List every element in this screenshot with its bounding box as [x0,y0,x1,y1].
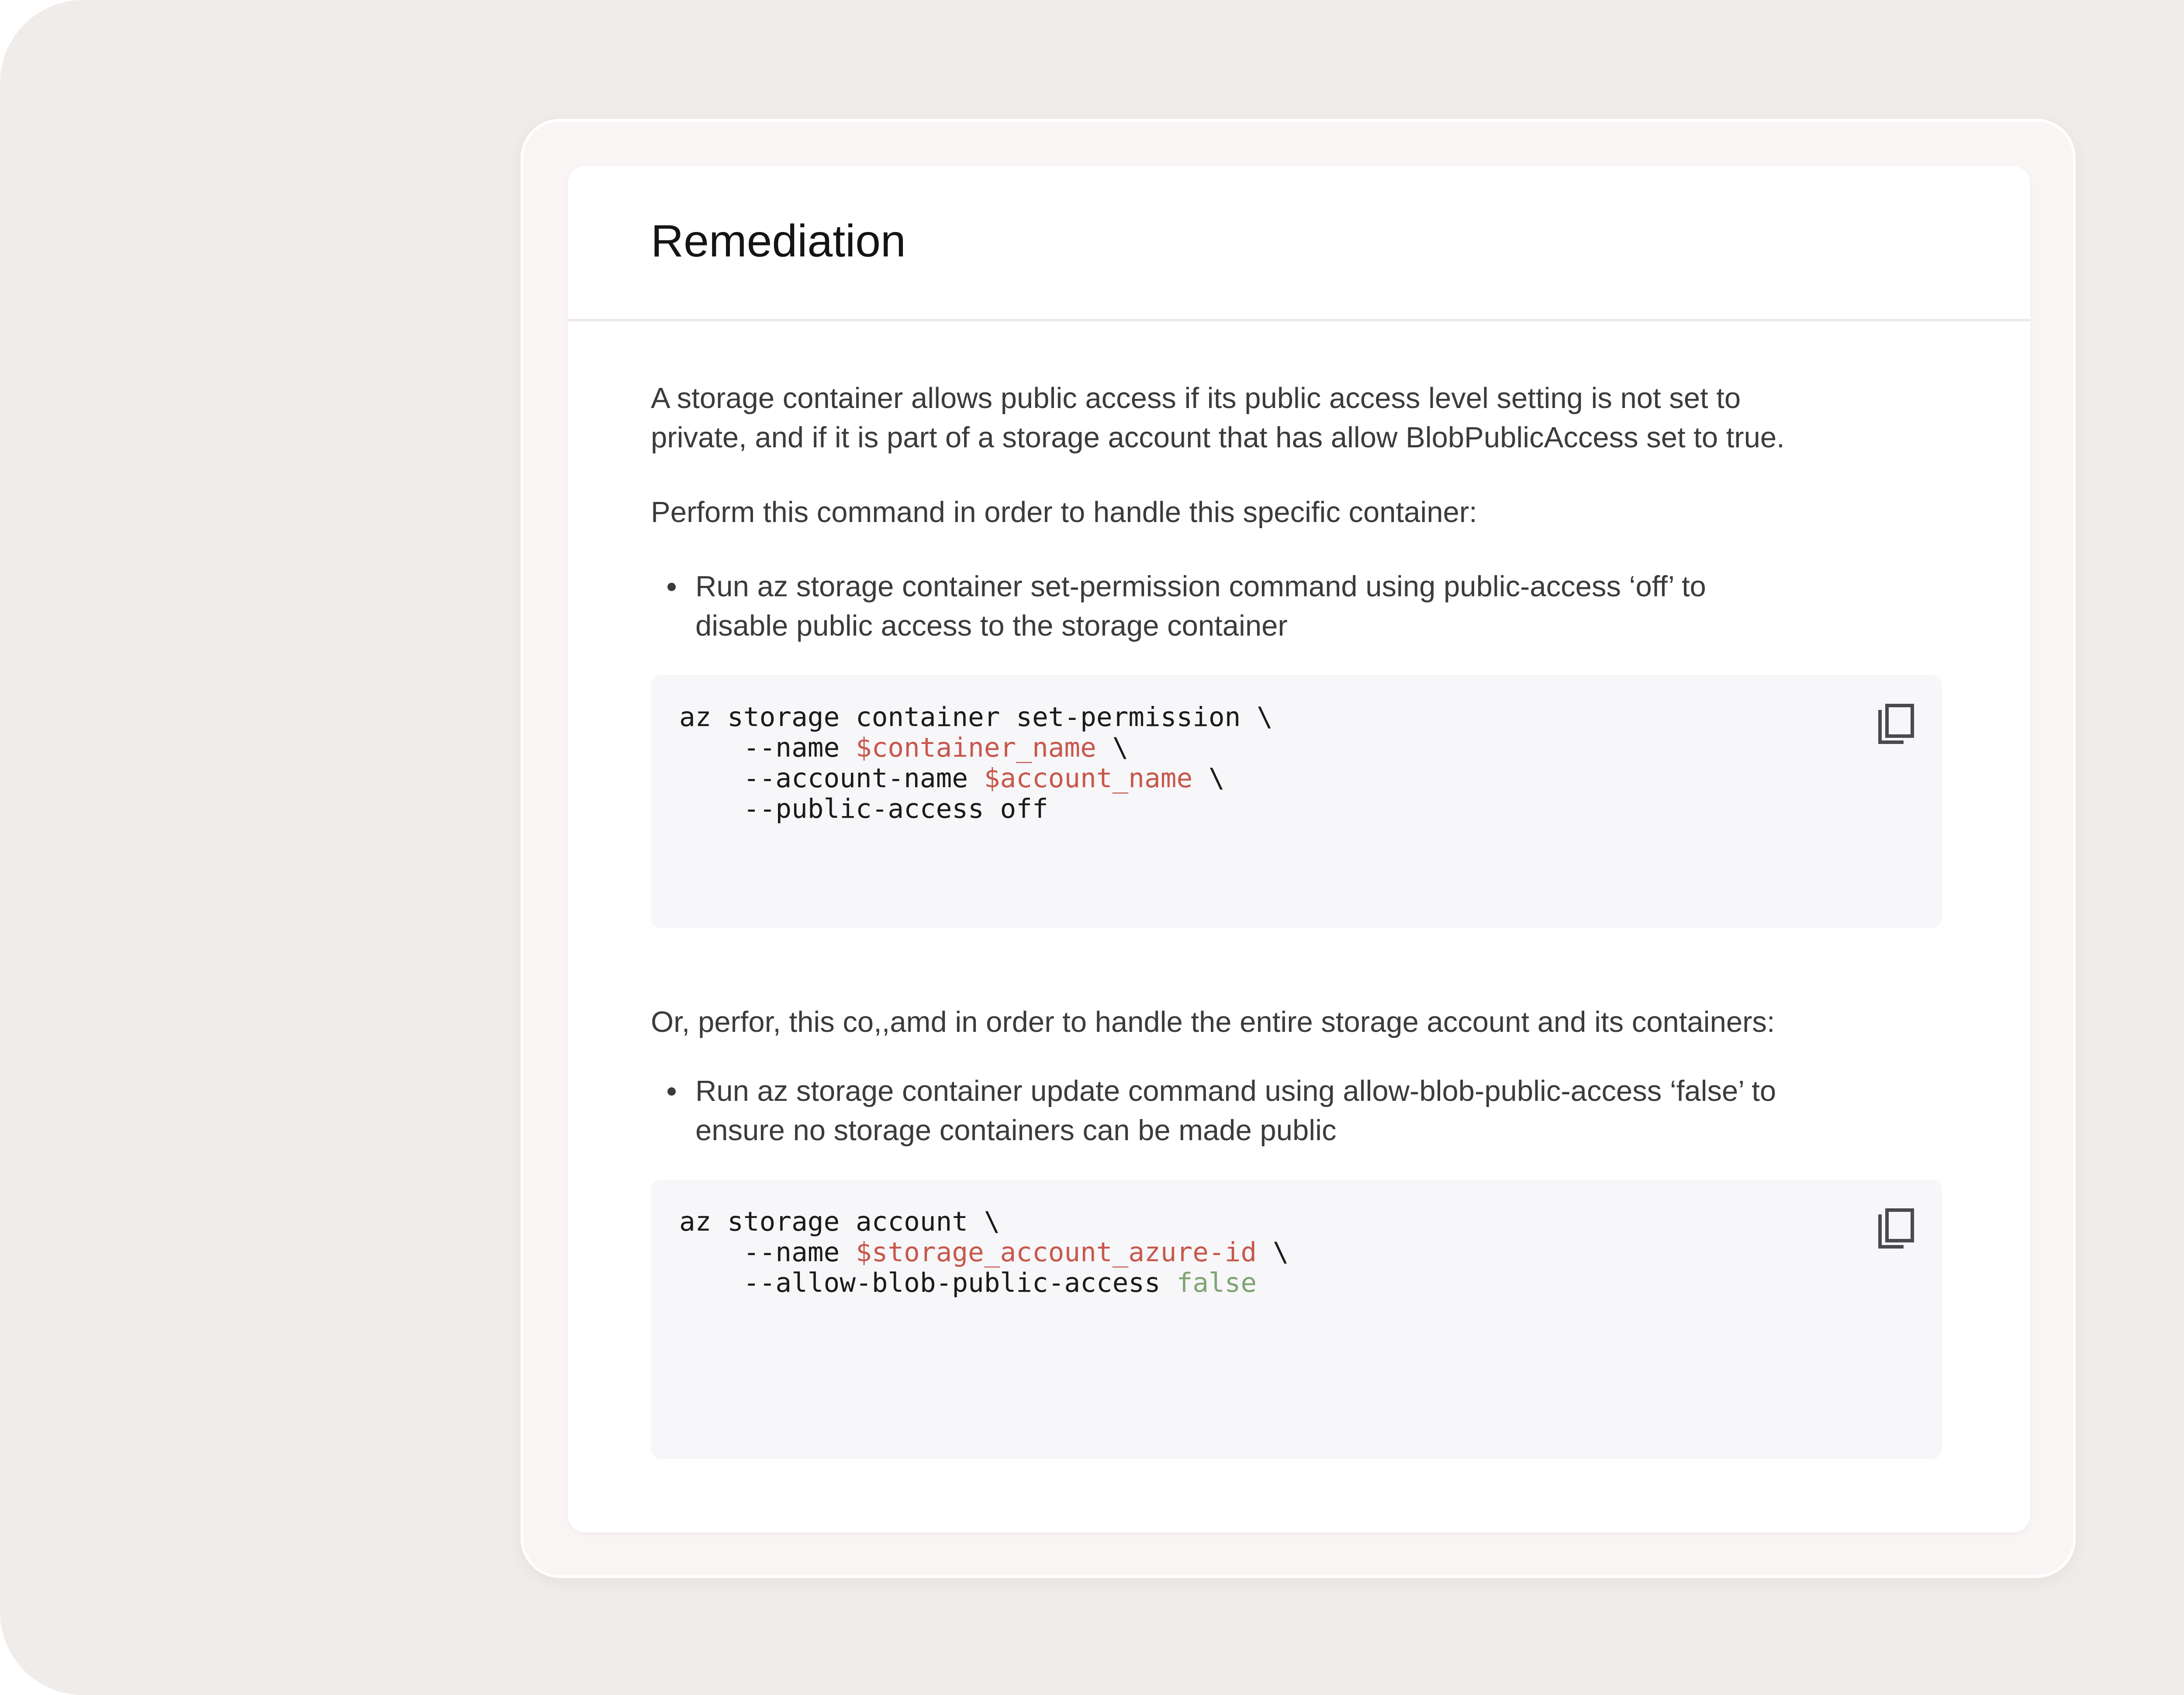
bullet-dot [667,1087,676,1096]
container-code-block [651,675,1942,928]
copy-account-code-button[interactable] [1877,1208,1914,1250]
storage-account-variable: $storage_account_azure-id [855,1237,1257,1268]
code-line-suffix: \ [1192,763,1225,794]
account-code-block [651,1180,1942,1459]
copy-container-code-button[interactable] [1877,704,1914,746]
boolean-false-value: false [1176,1267,1257,1298]
container-instruction: Perform this command in order to handle this specific container: [651,496,1477,529]
code-line: az storage container set-permission \ [679,702,1273,733]
copy-icon [1877,1208,1914,1250]
account-name-variable: $account_name [984,763,1193,794]
account-bullet-line-2: ensure no storage containers can be made public [695,1114,1337,1147]
intro-text-line-1: A storage container allows public access if its public access level setting is not set to [651,382,1741,415]
container-name-variable: $container_name [855,732,1096,763]
card-header [568,166,2030,322]
container-bullet [651,567,1706,646]
code-line-suffix: \ [1257,1237,1289,1268]
account-bullet-line-1: Run az storage container update command using allow-blob-public-access ‘false’ to [695,1075,1776,1107]
code-line-prefix: --allow-blob-public-access [679,1267,1177,1298]
page-title: Remediation [651,216,906,266]
remediation-card [568,166,2030,1532]
container-bullet-line-1: Run az storage container set-permission command using public-access ‘off’ to [695,570,1706,603]
account-code [679,1207,1289,1298]
container-code [679,702,1273,824]
bullet-dot [667,583,676,591]
intro-text-line-2: private, and if it is part of a storage account that has allow BlobPublicAccess set to true. [651,421,1785,454]
account-instruction: Or, perfor, this co,,amd in order to handle the entire storage account and its containers: [651,1006,1775,1038]
code-line-suffix: \ [1096,732,1129,763]
code-line-prefix: --name [679,1237,856,1268]
code-line: az storage account \ [679,1206,1000,1237]
container-bullet-line-2: disable public access to the storage container [695,609,1288,642]
code-line: --public-access off [679,793,1048,824]
code-line-prefix: --account-name [679,763,984,794]
copy-icon [1877,704,1914,746]
account-bullet [651,1072,1776,1150]
code-line-prefix: --name [679,732,856,763]
